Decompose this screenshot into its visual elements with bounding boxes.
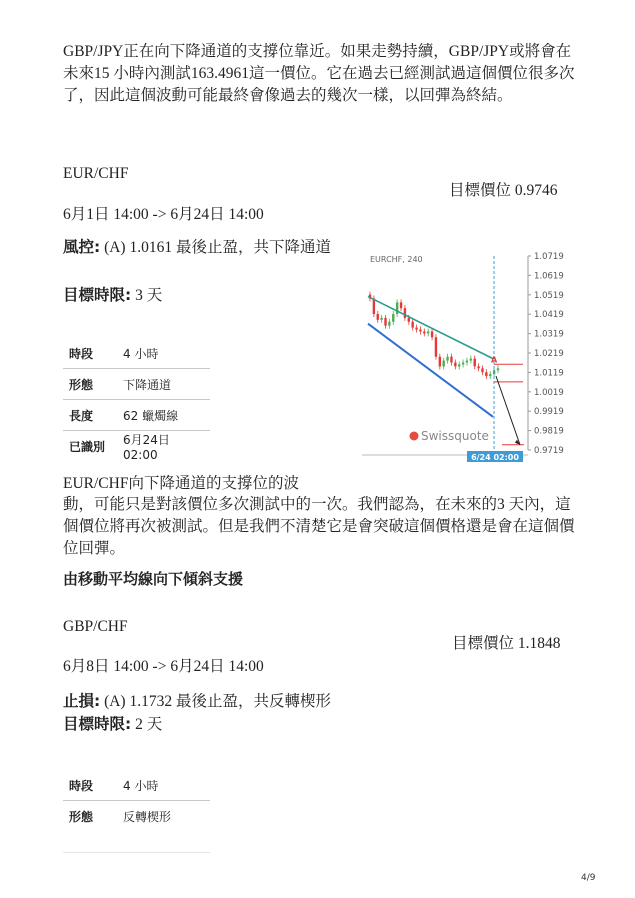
candle-body bbox=[384, 318, 386, 326]
page-number: 4/9 bbox=[581, 873, 596, 883]
projection-arrow bbox=[496, 376, 520, 445]
table-row bbox=[63, 431, 210, 463]
eurchf-paragraph-line1: EUR/CHF向下降通道的支撐位的波 bbox=[63, 475, 299, 492]
table-key: 時段 bbox=[63, 338, 117, 369]
table-row bbox=[63, 338, 210, 369]
risk-label: 風控: bbox=[63, 238, 101, 256]
candle-body bbox=[380, 318, 382, 320]
table-value: 反轉楔形 bbox=[123, 809, 172, 824]
risk-text: (A) 1.0161 最後止盈，共下降通道 bbox=[100, 239, 331, 256]
y-tick-label: 0.9819 bbox=[534, 426, 564, 437]
candle-body bbox=[427, 331, 429, 333]
candle-body bbox=[377, 314, 379, 320]
timeframe-label: 目標時限: bbox=[63, 715, 132, 733]
table-key: 形態 bbox=[69, 809, 94, 824]
candle-body bbox=[497, 368, 499, 370]
y-tick-label: 1.0319 bbox=[534, 329, 564, 340]
gbpchf-timeframe bbox=[63, 712, 162, 734]
x-tag-label: 6/24 02:00 bbox=[471, 453, 519, 462]
gbpchf-period: 6月8日 14:00 -> 6月24日 14:00 bbox=[63, 658, 264, 675]
eurchf-pair-title: EUR/CHF bbox=[63, 165, 129, 182]
eurchf-risk bbox=[63, 236, 343, 259]
candle-body bbox=[431, 331, 433, 337]
candle-body bbox=[454, 363, 456, 367]
gbpchf-pair-title: GBP/CHF bbox=[63, 618, 128, 635]
candle-body bbox=[446, 357, 448, 361]
table-row bbox=[63, 801, 210, 832]
timeframe-label: 目標時限: bbox=[63, 286, 132, 304]
candle-body bbox=[400, 302, 402, 308]
candle-body bbox=[404, 308, 406, 318]
candle-body bbox=[462, 363, 464, 365]
chart-label: EURCHF, 240 bbox=[370, 255, 423, 264]
gbpchf-stop bbox=[63, 689, 331, 711]
section-heading: 由移動平均線向下傾斜支援 bbox=[63, 570, 244, 588]
table-row bbox=[63, 400, 210, 431]
eurchf-info-table bbox=[63, 338, 210, 462]
table-value: 4 小時 bbox=[117, 338, 210, 369]
marker-a: A bbox=[491, 355, 498, 365]
intro-paragraph: GBP/JPY正在向下降通道的支撐位靠近。如果走勢持續，GBP/JPY或將會在未來15 小時內測試163.4961這一價位。它在過去已經測試過這個價位很多次了，因此這個波動可能最終會像過去的幾次一樣，以回彈為終結。 bbox=[63, 43, 575, 104]
channel-lower-line bbox=[368, 324, 493, 417]
eurchf-paragraph: 動，可能只是對該價位多次測試中的一次。我們認為，在未來的3 天內，這個價位將再次被測試。但是我們不清楚它是會突破這個價格還是會在這個價位回彈。 bbox=[63, 496, 575, 557]
candle-body bbox=[419, 330, 421, 332]
candle-body bbox=[435, 337, 437, 356]
eurchf-period: 6月1日 14:00 -> 6月24日 14:00 bbox=[63, 206, 264, 223]
gbpchf-target-price: 目標價位 1.1848 bbox=[452, 635, 561, 652]
candle-body bbox=[485, 372, 487, 376]
candle-body bbox=[408, 318, 410, 322]
candle-body bbox=[466, 361, 468, 363]
y-tick-label: 1.0619 bbox=[534, 271, 564, 282]
table-key: 已識別 bbox=[69, 440, 106, 454]
table-value: 4 小時 bbox=[117, 770, 210, 801]
candle-body bbox=[415, 328, 417, 330]
channel-upper-line bbox=[368, 297, 493, 359]
table-value: 62 蠟燭線 bbox=[117, 400, 210, 431]
gbpchf-info-table bbox=[63, 770, 210, 831]
table-key: 時段 bbox=[63, 770, 117, 801]
y-tick-label: 1.0119 bbox=[534, 368, 564, 379]
eurchf-target-price: 目標價位 0.9746 bbox=[449, 182, 558, 199]
y-tick-label: 0.9919 bbox=[534, 407, 564, 418]
candle-body bbox=[489, 374, 491, 376]
eurchf-timeframe bbox=[63, 283, 162, 305]
brand-watermark: Swissquote bbox=[421, 429, 489, 443]
candle-body bbox=[477, 366, 479, 368]
table-value: 6月24日 02:00 bbox=[123, 433, 170, 462]
table-row bbox=[63, 369, 210, 400]
candle-body bbox=[392, 314, 394, 322]
timeframe-text: 2 天 bbox=[131, 716, 163, 733]
timeframe-text: 3 天 bbox=[131, 287, 163, 304]
candle-body bbox=[423, 331, 425, 333]
y-tick-label: 1.0419 bbox=[534, 310, 564, 321]
candle-body bbox=[442, 361, 444, 367]
candle-body bbox=[474, 359, 476, 367]
table-key: 長度 bbox=[63, 400, 117, 431]
y-tick-label: 1.0519 bbox=[534, 290, 564, 301]
candle-body bbox=[481, 368, 483, 372]
eurchf-chart bbox=[362, 248, 577, 464]
y-tick-label: 1.0219 bbox=[534, 349, 564, 359]
brand-logo-icon bbox=[410, 432, 419, 441]
candle-body bbox=[388, 322, 390, 326]
table-key: 形態 bbox=[63, 369, 117, 400]
table-bottom-divider bbox=[63, 852, 210, 853]
candle-body bbox=[458, 364, 460, 366]
stop-label: 止損: bbox=[63, 692, 101, 710]
candle-body bbox=[411, 322, 413, 328]
candle-body bbox=[450, 357, 452, 363]
candle-body bbox=[470, 359, 472, 361]
table-value: 下降通道 bbox=[117, 369, 210, 400]
stop-text: (A) 1.1732 最後止盈，共反轉楔形 bbox=[100, 693, 331, 710]
y-tick-label: 1.0719 bbox=[534, 252, 564, 262]
y-tick-label: 0.9719 bbox=[534, 446, 564, 456]
table-row bbox=[63, 770, 210, 801]
candle-body bbox=[373, 298, 375, 314]
candle-body bbox=[439, 357, 441, 367]
y-tick-label: 1.0019 bbox=[534, 387, 564, 398]
